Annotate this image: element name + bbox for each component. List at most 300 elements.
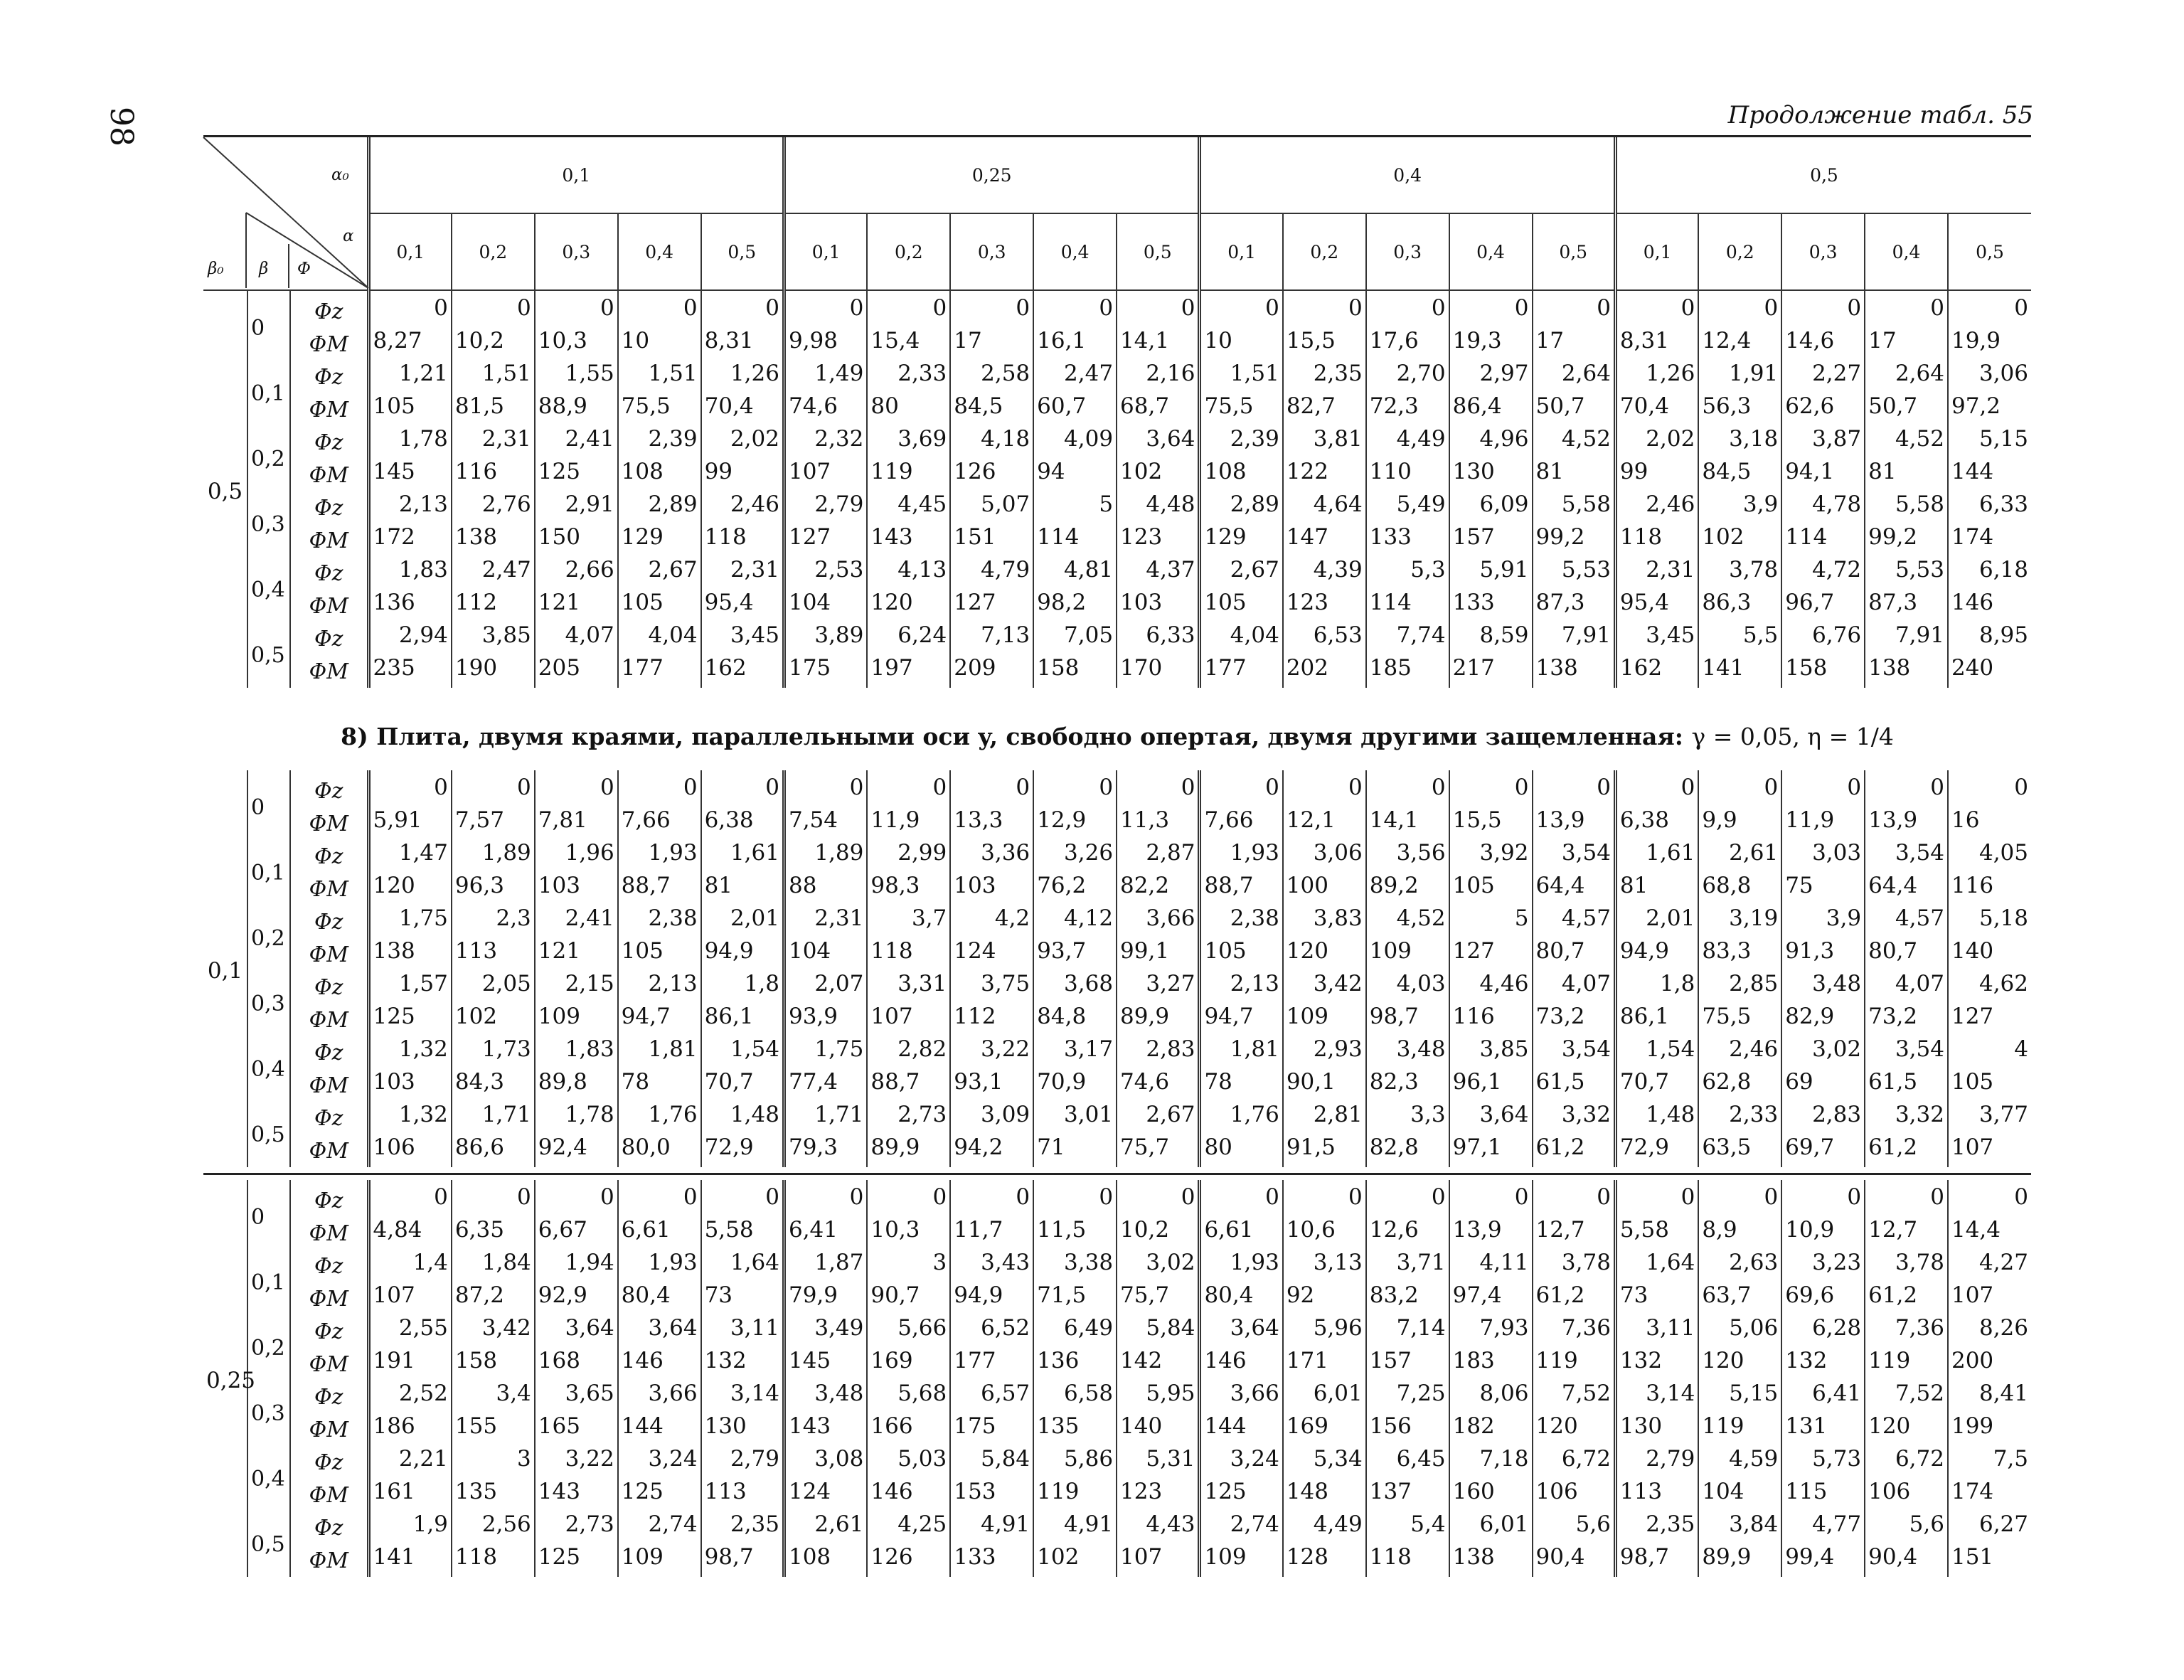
table-cell: 1,48 (701, 1102, 784, 1134)
table-cell: 3,89 (784, 622, 867, 655)
table-cell: 0 (1533, 770, 1616, 807)
table-cell: 235 (368, 655, 452, 688)
beta-value: 0 (247, 1180, 290, 1250)
table-cell: 109 (1200, 1544, 1283, 1577)
table-row (203, 1479, 2031, 1511)
table-cell: 3,14 (1615, 1381, 1698, 1413)
table-row (203, 1134, 2031, 1167)
table-cell: 0 (1533, 1180, 1616, 1217)
table-cell: 0 (1366, 770, 1449, 807)
table-cell: 2,39 (1200, 426, 1283, 459)
alpha-value-header: 0,2 (1283, 213, 1366, 290)
table-cell: 7,93 (1449, 1315, 1533, 1348)
table-cell: 0 (618, 1180, 701, 1217)
table-cell: 138 (1533, 655, 1616, 688)
table-cell: 61,2 (1533, 1134, 1616, 1167)
table-cell: 8,27 (368, 328, 452, 361)
table-cell: 168 (535, 1348, 618, 1381)
table-cell: 75,5 (1698, 1004, 1781, 1036)
table-cell: 0 (784, 770, 867, 807)
phi-m-label: ΦM (290, 807, 368, 840)
table-cell: 114 (1366, 590, 1449, 622)
table-cell: 87,2 (452, 1282, 535, 1315)
table-cell: 0 (1533, 290, 1616, 328)
table-cell: 2,97 (1449, 361, 1533, 393)
table-cell: 5,84 (950, 1446, 1033, 1479)
table-cell: 3,31 (867, 971, 950, 1004)
table-cell: 0 (1698, 1180, 1781, 1217)
table-cell: 6,09 (1449, 491, 1533, 524)
table-cell: 86,4 (1449, 393, 1533, 426)
table-cell: 60,7 (1033, 393, 1117, 426)
table-cell: 71,5 (1033, 1282, 1117, 1315)
page-number: 98 (103, 107, 139, 147)
table-cell: 138 (368, 938, 452, 971)
table-cell: 99 (701, 459, 784, 491)
table-cell: 5,73 (1781, 1446, 1865, 1479)
table-cell: 0 (1200, 290, 1283, 328)
table-cell: 2,76 (452, 491, 535, 524)
table-cell: 3,45 (701, 622, 784, 655)
table-cell: 0 (368, 1180, 452, 1217)
table-cell: 0 (452, 770, 535, 807)
table-cell: 5,53 (1865, 557, 1948, 590)
table-cell: 205 (535, 655, 618, 688)
table-cell: 0 (1781, 1180, 1865, 1217)
table-cell: 3,85 (452, 622, 535, 655)
table-cell: 123 (1117, 524, 1200, 557)
table-cell: 2,74 (1200, 1511, 1283, 1544)
table-cell: 2,83 (1781, 1102, 1865, 1134)
table-cell: 144 (1948, 459, 2031, 491)
table-cell: 0 (1366, 1180, 1449, 1217)
table-cell: 133 (950, 1544, 1033, 1577)
table-row (203, 971, 2031, 1004)
table-cell: 113 (1615, 1479, 1698, 1511)
table-cell: 109 (1283, 1004, 1366, 1036)
table-cell: 94,9 (950, 1282, 1033, 1315)
table-cell: 118 (701, 524, 784, 557)
alpha-value-header: 0,2 (452, 213, 535, 290)
table-cell: 0 (368, 770, 452, 807)
table-cell: 70,7 (701, 1069, 784, 1102)
table-cell: 93,9 (784, 1004, 867, 1036)
table-cell: 76,2 (1033, 873, 1117, 905)
table-continuation-caption: Продолжение табл. 55 (1727, 101, 2033, 129)
table-cell: 4,43 (1117, 1511, 1200, 1544)
table-cell: 7,57 (452, 807, 535, 840)
table-cell: 5,03 (867, 1446, 950, 1479)
table-cell: 4 (1948, 1036, 2031, 1069)
table-cell: 2,01 (1615, 905, 1698, 938)
table-cell: 1,64 (701, 1250, 784, 1282)
table-cell: 0 (1283, 290, 1366, 328)
table-cell: 126 (950, 459, 1033, 491)
table-cell: 162 (701, 655, 784, 688)
table-cell: 1,26 (1615, 361, 1698, 393)
beta-value: 0,2 (247, 426, 290, 491)
table-cell: 93,1 (950, 1069, 1033, 1102)
table-cell: 5,18 (1948, 905, 2031, 938)
table-cell: 4,72 (1781, 557, 1865, 590)
beta0-value: 0,5 (207, 479, 243, 504)
table-cell: 129 (1200, 524, 1283, 557)
table-cell: 75,7 (1117, 1134, 1200, 1167)
table-row (203, 1348, 2031, 1381)
phi-m-label: ΦM (290, 1348, 368, 1381)
table-cell: 120 (1283, 938, 1366, 971)
table-cell: 90,4 (1865, 1544, 1948, 1577)
phi-z-label: Φz (290, 770, 368, 807)
table-row (203, 1217, 2031, 1250)
table-cell: 2,32 (784, 426, 867, 459)
table-cell: 10 (1200, 328, 1283, 361)
table-cell: 74,6 (784, 393, 867, 426)
table-cell: 2,64 (1533, 361, 1616, 393)
table-cell: 2,13 (368, 491, 452, 524)
table-cell: 3,66 (618, 1381, 701, 1413)
table-cell: 0 (1698, 290, 1781, 328)
alpha-value-header: 0,1 (368, 213, 452, 290)
phi-z-label: Φz (290, 1381, 368, 1413)
table-cell: 5,15 (1948, 426, 2031, 459)
phi-m-label: ΦM (290, 1544, 368, 1577)
table-cell: 133 (1449, 590, 1533, 622)
table-cell: 73,2 (1865, 1004, 1948, 1036)
table-cell: 4,45 (867, 491, 950, 524)
table-cell: 87,3 (1533, 590, 1616, 622)
table-cell: 2,83 (1117, 1036, 1200, 1069)
table-cell: 3,42 (1283, 971, 1366, 1004)
table-cell: 13,3 (950, 807, 1033, 840)
table-row (203, 393, 2031, 426)
table-cell: 5,66 (867, 1315, 950, 1348)
table-cell: 88,7 (867, 1069, 950, 1102)
table-cell: 3,03 (1781, 840, 1865, 873)
alpha0-group-header: 0,1 (368, 137, 784, 213)
table-cell: 2,38 (618, 905, 701, 938)
table-cell: 7,66 (618, 807, 701, 840)
table-cell: 91,5 (1283, 1134, 1366, 1167)
table-cell: 9,9 (1698, 807, 1781, 840)
table-cell: 1,32 (368, 1036, 452, 1069)
table-cell: 6,33 (1117, 622, 1200, 655)
beta-value: 0,4 (247, 1446, 290, 1511)
phi-z-label: Φz (290, 1036, 368, 1069)
table-cell: 1,21 (368, 361, 452, 393)
phi-z-label: Φz (290, 290, 368, 328)
table-cell: 177 (618, 655, 701, 688)
table-cell: 0 (1865, 770, 1948, 807)
table-cell: 138 (1449, 1544, 1533, 1577)
table-cell: 2,74 (618, 1511, 701, 1544)
table-cell: 50,7 (1533, 393, 1616, 426)
table-cell: 3,38 (1033, 1250, 1117, 1282)
table-cell: 2,56 (452, 1511, 535, 1544)
table-cell: 0 (1865, 290, 1948, 328)
table-cell: 17 (950, 328, 1033, 361)
table-cell: 6,01 (1449, 1511, 1533, 1544)
table-cell: 4,79 (950, 557, 1033, 590)
table-cell: 1,93 (1200, 840, 1283, 873)
table-cell: 113 (452, 938, 535, 971)
table-cell: 3,4 (452, 1381, 535, 1413)
table-cell: 120 (368, 873, 452, 905)
table-cell: 4,25 (867, 1511, 950, 1544)
table-cell: 0 (1615, 1180, 1698, 1217)
table-cell: 191 (368, 1348, 452, 1381)
table-cell: 81,5 (452, 393, 535, 426)
table-cell: 130 (1449, 459, 1533, 491)
table-cell: 11,9 (867, 807, 950, 840)
alpha-value-header: 0,4 (1449, 213, 1533, 290)
table-cell: 63,7 (1698, 1282, 1781, 1315)
alpha0-group-header: 0,5 (1615, 137, 2031, 213)
table-cell: 240 (1948, 655, 2031, 688)
table-cell: 138 (452, 524, 535, 557)
table-cell: 2,3 (452, 905, 535, 938)
table-cell: 0 (950, 770, 1033, 807)
table-cell: 140 (1948, 938, 2031, 971)
table-cell: 1,93 (618, 840, 701, 873)
table-cell: 3,64 (535, 1315, 618, 1348)
table-cell: 94,2 (950, 1134, 1033, 1167)
table-cell: 2,67 (1200, 557, 1283, 590)
table-cell: 97,2 (1948, 393, 2031, 426)
table-cell: 135 (1033, 1413, 1117, 1446)
table-cell: 69,7 (1781, 1134, 1865, 1167)
table-cell: 2,87 (1117, 840, 1200, 873)
table-cell: 6,49 (1033, 1315, 1117, 1348)
table-cell: 0 (1200, 770, 1283, 807)
table-cell: 107 (1117, 1544, 1200, 1577)
table-cell: 4,52 (1533, 426, 1616, 459)
table-cell: 105 (368, 393, 452, 426)
table-cell: 96,3 (452, 873, 535, 905)
beta-value: 0,4 (247, 557, 290, 622)
table-cell: 2,66 (535, 557, 618, 590)
table-cell: 2,35 (701, 1511, 784, 1544)
table-cell: 2,41 (535, 905, 618, 938)
table-cell: 10 (618, 328, 701, 361)
table-cell: 6,24 (867, 622, 950, 655)
table-cell: 3,24 (1200, 1446, 1283, 1479)
table-cell: 114 (1033, 524, 1117, 557)
table-row (203, 770, 2031, 807)
table-cell: 56,3 (1698, 393, 1781, 426)
beta-value: 0,1 (247, 1250, 290, 1315)
beta-value: 0,5 (247, 622, 290, 688)
table-cell: 0 (950, 290, 1033, 328)
table-cell: 0 (701, 290, 784, 328)
table-cell: 150 (535, 524, 618, 557)
phi-z-label: Φz (290, 971, 368, 1004)
table-cell: 109 (535, 1004, 618, 1036)
table-cell: 157 (1366, 1348, 1449, 1381)
table-row (203, 1180, 2031, 1217)
table-cell: 3,18 (1698, 426, 1781, 459)
table-cell: 5,91 (368, 807, 452, 840)
table-cell: 5,34 (1283, 1446, 1366, 1479)
table-cell: 107 (1948, 1134, 2031, 1167)
table-cell: 123 (1283, 590, 1366, 622)
alpha0-header-row (203, 137, 2031, 213)
table-cell: 69,6 (1781, 1282, 1865, 1315)
table-cell: 81 (1533, 459, 1616, 491)
table-cell: 175 (784, 655, 867, 688)
table-cell: 0 (1449, 1180, 1533, 1217)
table-row (203, 1036, 2031, 1069)
table-cell: 177 (1200, 655, 1283, 688)
table-cell: 108 (618, 459, 701, 491)
table-cell: 2,21 (368, 1446, 452, 1479)
table-cell: 2,02 (1615, 426, 1698, 459)
table-cell: 169 (867, 1348, 950, 1381)
table-cell: 2,39 (618, 426, 701, 459)
table-cell: 90,4 (1533, 1544, 1616, 1577)
table-cell: 3,64 (1117, 426, 1200, 459)
table-cell: 68,7 (1117, 393, 1200, 426)
table-cell: 4,49 (1283, 1511, 1366, 1544)
phi-z-label: Φz (290, 1315, 368, 1348)
table-cell: 1,61 (701, 840, 784, 873)
table-cell: 86,3 (1698, 590, 1781, 622)
table-cell: 132 (1615, 1348, 1698, 1381)
table-cell: 102 (1033, 1544, 1117, 1577)
table-cell: 64,4 (1865, 873, 1948, 905)
table-cell: 84,5 (950, 393, 1033, 426)
table-cell: 61,2 (1533, 1282, 1616, 1315)
table-cell: 74,6 (1117, 1069, 1200, 1102)
table-row (203, 807, 2031, 840)
table-cell: 80,4 (1200, 1282, 1283, 1315)
table-cell: 89,2 (1366, 873, 1449, 905)
table-cell: 12,4 (1698, 328, 1781, 361)
table-cell: 62,8 (1698, 1069, 1781, 1102)
table-cell: 3,32 (1865, 1102, 1948, 1134)
table-cell: 0 (867, 290, 950, 328)
table-cell: 119 (867, 459, 950, 491)
table-cell: 86,1 (1615, 1004, 1698, 1036)
table-cell: 2,31 (1615, 557, 1698, 590)
table-cell: 0 (1615, 290, 1698, 328)
phi-m-label: ΦM (290, 524, 368, 557)
table-cell: 7,05 (1033, 622, 1117, 655)
table-cell: 96,1 (1449, 1069, 1533, 1102)
table-cell: 1,89 (452, 840, 535, 873)
table-cell: 4,46 (1449, 971, 1533, 1004)
table-cell: 112 (950, 1004, 1033, 1036)
table-cell: 121 (535, 938, 618, 971)
beta0-value: 0,1 (207, 958, 243, 984)
table-cell: 2,52 (368, 1381, 452, 1413)
table-cell: 156 (1366, 1413, 1449, 1446)
table-cell: 5,07 (950, 491, 1033, 524)
phi-m-label: ΦM (290, 328, 368, 361)
table-cell: 0 (1781, 290, 1865, 328)
phi-m-label: ΦM (290, 393, 368, 426)
table-cell: 3,01 (1033, 1102, 1117, 1134)
table-cell: 217 (1449, 655, 1533, 688)
alpha-value-header: 0,1 (1615, 213, 1698, 290)
table-cell: 0 (867, 1180, 950, 1217)
table-cell: 3,66 (1200, 1381, 1283, 1413)
table-cell: 1,51 (452, 361, 535, 393)
table-cell: 2,67 (1117, 1102, 1200, 1134)
coefficient-table (203, 137, 2031, 1577)
table-cell: 8,06 (1449, 1381, 1533, 1413)
table-cell: 2,85 (1698, 971, 1781, 1004)
table-cell: 3,64 (618, 1315, 701, 1348)
table-cell: 2,73 (867, 1102, 950, 1134)
table-cell: 3,64 (1449, 1102, 1533, 1134)
table-cell: 80,0 (618, 1134, 701, 1167)
table-cell: 97,1 (1449, 1134, 1533, 1167)
table-cell: 1,76 (618, 1102, 701, 1134)
table-cell: 2,13 (1200, 971, 1283, 1004)
table-row (203, 1315, 2031, 1348)
table-cell: 127 (1449, 938, 1533, 971)
table-cell: 3,36 (950, 840, 1033, 873)
table-row (203, 1069, 2031, 1102)
table-cell: 80,7 (1533, 938, 1616, 971)
table-cell: 1,76 (1200, 1102, 1283, 1134)
table-cell: 10,3 (867, 1217, 950, 1250)
alpha-value-header: 0,5 (701, 213, 784, 290)
table-cell: 12,6 (1366, 1217, 1449, 1250)
table-cell: 14,1 (1117, 328, 1200, 361)
table-cell: 2,82 (867, 1036, 950, 1069)
table-cell: 98,7 (1366, 1004, 1449, 1036)
table-cell: 123 (1117, 1479, 1200, 1511)
table-cell: 3,78 (1865, 1250, 1948, 1282)
table-cell: 4,11 (1449, 1250, 1533, 1282)
table-cell: 2,15 (535, 971, 618, 1004)
table-cell: 175 (950, 1413, 1033, 1446)
table-cell: 0 (1948, 290, 2031, 328)
table-cell: 136 (1033, 1348, 1117, 1381)
table-cell: 3,54 (1533, 1036, 1616, 1069)
alpha-value-header: 0,3 (950, 213, 1033, 290)
phi-z-label: Φz (290, 361, 368, 393)
table-cell: 4,49 (1366, 426, 1449, 459)
table-cell: 115 (1781, 1479, 1865, 1511)
table-cell: 105 (1200, 590, 1283, 622)
table-cell: 3,24 (618, 1446, 701, 1479)
phi-m-label: ΦM (290, 459, 368, 491)
table-cell: 9,98 (784, 328, 867, 361)
table-cell: 5,96 (1283, 1315, 1366, 1348)
alpha-value-header: 0,5 (1117, 213, 1200, 290)
block-beta0-05 (203, 290, 2031, 688)
table-cell: 3,48 (1366, 1036, 1449, 1069)
table-cell: 99,1 (1117, 938, 1200, 971)
table-cell: 202 (1283, 655, 1366, 688)
table-cell: 17 (1533, 328, 1616, 361)
table-cell: 133 (1366, 524, 1449, 557)
table-row (203, 1250, 2031, 1282)
table-cell: 94 (1033, 459, 1117, 491)
beta-value: 0 (247, 770, 290, 840)
table-cell: 1,75 (368, 905, 452, 938)
table-cell: 6,53 (1283, 622, 1366, 655)
table-cell: 89,8 (535, 1069, 618, 1102)
table-cell: 2,89 (1200, 491, 1283, 524)
phi-m-label: ΦM (290, 1413, 368, 1446)
block-divider (203, 1167, 2031, 1180)
table-cell: 2,46 (1615, 491, 1698, 524)
beta-value: 0,3 (247, 1381, 290, 1446)
